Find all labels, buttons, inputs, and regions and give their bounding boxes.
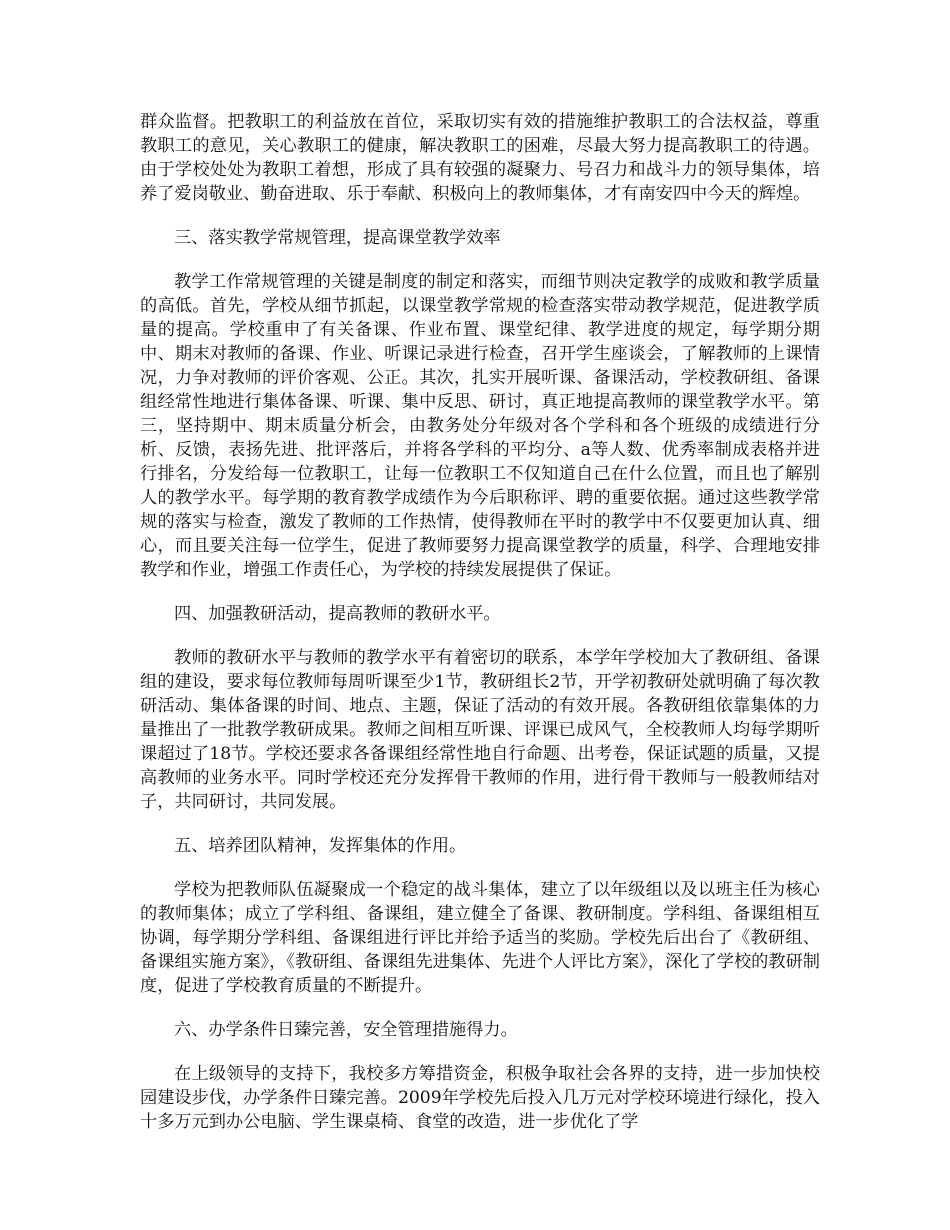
section-heading-3: 三、落实教学常规管理，提高课堂教学效率 — [174, 228, 501, 248]
paragraph-section-4: 教师的教研水平与教师的教学水平有着密切的联系，本学年学校加大了教研组、备课组的建设，要求每位教师每周听课至少1节，教研组长2节，开学初教研处就明确了每次教研活动、集体备课的时间、地点、主题，保证了活动的有效开展。各教研组依靠集体的力量推出了一批教学教研成果。教师之间相互听课、评课已成风气，全校教师人均每学期听课超过了18节。学校还要求各备课组经常性地自行命题、出考卷，保证试题的质量，又提高教师的业务水平。同时学校还充分发挥骨干教师的作用，进行骨干教师与一般教师结对子，共同研讨，共同发展。 — [140, 648, 820, 812]
paragraph-section-5: 学校为把教师队伍凝聚成一个稳定的战斗集体，建立了以年级组以及以班主任为核心的教师集体；成立了学科组、备课组，建立健全了备课、教研制度。学科组、备课组相互协调，每学期分学科组、备课组进行评比并给予适当的奖励。学校先后出台了《教研组、备课组实施方案》，《教研组、备课组先进集体、先进个人评比方案》，深化了学校的教研制度，促进了学校教育质量的不断提升。 — [140, 880, 820, 996]
section-heading-5: 五、培养团队精神，发挥集体的作用。 — [174, 836, 467, 856]
section-heading-6: 六、办学条件日臻完善，安全管理措施得力。 — [174, 1020, 518, 1040]
section-heading-4: 四、加强教研活动，提高教师的教研水平。 — [174, 604, 501, 624]
document-body — [140, 110, 820, 1134]
paragraph-section-6: 在上级领导的支持下，我校多方筹措资金，积极争取社会各界的支持，进一步加快校园建设步伐，办学条件日臻完善。2009年学校先后投入几万元对学校环境进行绿化，投入十多万元到办公电脑、学生课桌椅、食堂的改造，进一步优化了学 — [140, 1064, 820, 1132]
paragraph-section-3: 教学工作常规管理的关键是制度的制定和落实，而细节则决定教学的成败和教学质量的高低。首先，学校从细节抓起，以课堂教学常规的检查落实带动教学规范，促进教学质量的提高。学校重申了有关备课、作业布置、课堂纪律、教学进度的规定，每学期分期中、期末对教师的备课、作业、听课记录进行检查，召开学生座谈会，了解教师的上课情况，力争对教师的评价客观、公正。其次，扎实开展听课、备课活动，学校教研组、备课组经常性地进行集体备课、听课、集中反思、研讨，真正地提高教师的课堂教学水平。第三，坚持期中、期末质量分析会，由教务处分年级对各个学科和各个班级的成绩进行分析、反馈，表扬先进、批评落后，并将各学科的平均分、a等人数、优秀率制成表格并进行排名，分发给每一位教职工，让每一位教职工不仅知道自己在什么位置，而且也了解别人的教学水平。每学期的教育教学成绩作为今后职称评、聘的重要依据。通过这些教学常规的落实与检查，激发了教师的工作热情，使得教师在平时的教学中不仅要更加认真、细心，而且要关注每一位学生，促进了教师要努力提高课堂教学的质量，科学、合理地安排教学和作业，增强工作责任心，为学校的持续发展提供了保证。 — [140, 272, 820, 580]
paragraph-intro-continued: 群众监督。把教职工的利益放在首位，采取切实有效的措施维护教职工的合法权益，尊重教职工的意见，关心教职工的健康，解决教职工的困难，尽最大努力提高教职工的待遇。由于学校处处为教职工着想，形成了具有较强的凝聚力、号召力和战斗力的领导集体，培养了爱岗敬业、勤奋进取、乐于奉献、积极向上的教师集体，才有南安四中今天的辉煌。 — [140, 112, 820, 204]
